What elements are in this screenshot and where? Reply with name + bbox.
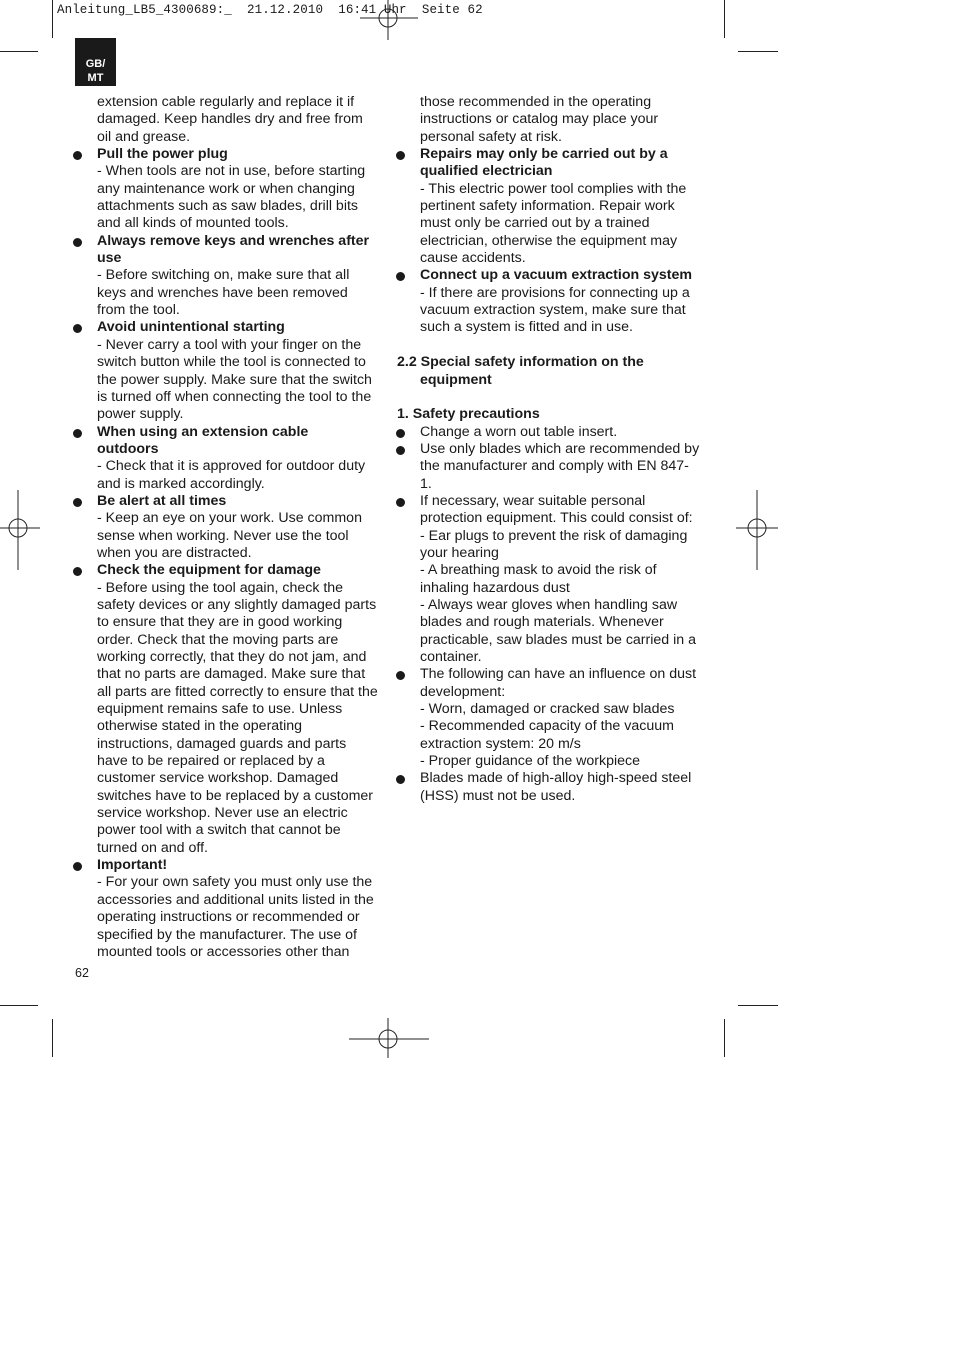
- item-line: Blades made of high-alloy high-speed steel: [420, 770, 692, 787]
- page-number: 62: [75, 966, 89, 980]
- bullet-icon: [396, 446, 405, 455]
- item-line: electrician, otherwise the equipment may: [420, 232, 678, 249]
- item-line: - Check that it is approved for outdoor duty: [97, 458, 366, 475]
- item-line: sense when working. Never use the tool: [97, 527, 349, 544]
- item-line: attachments such as saw blades, drill bits: [97, 198, 359, 215]
- section-heading: 2.2 Special safety information on the: [397, 354, 644, 371]
- crop-mark: [0, 1005, 38, 1006]
- item-line: Change a worn out table insert.: [420, 423, 618, 440]
- bullet-icon: [73, 429, 82, 438]
- item-title: Avoid unintentional starting: [97, 319, 285, 336]
- paragraph-line: instructions or catalog may place your: [420, 111, 659, 128]
- item-line: when you are distracted.: [97, 544, 252, 561]
- subsection-heading: 1. Safety precautions: [397, 406, 540, 423]
- bullet-icon: [396, 429, 405, 438]
- item-line: have to be repaired or replaced by a: [97, 753, 325, 770]
- item-title: Important!: [97, 857, 168, 874]
- bullet-icon: [73, 498, 82, 507]
- item-line: - Before using the tool again, check the: [97, 579, 344, 596]
- item-line: specified by the manufacturer. The use of: [97, 926, 357, 943]
- list-item: [97, 146, 383, 233]
- item-line: pertinent safety information. Repair work: [420, 198, 675, 215]
- item-line: customer service workshop. Damaged: [97, 770, 339, 787]
- item-line: switches have to be replaced by a customer: [97, 787, 374, 804]
- item-line: the manufacturer and comply with EN 847-: [420, 458, 689, 475]
- item-line: is turned off when connecting the tool to the: [97, 388, 372, 405]
- item-line: from the tool.: [97, 302, 180, 319]
- print-slug: Anleitung_LB5_4300689:_ 21.12.2010 16:41 Uhr Seite 62: [57, 3, 483, 17]
- registration-mark-icon: [349, 1018, 429, 1058]
- item-line: - Before switching on, make sure that all: [97, 267, 350, 284]
- bullet-icon: [396, 151, 405, 160]
- item-line: any maintenance work or when changing: [97, 180, 355, 197]
- list-item: [97, 493, 383, 562]
- item-line: and is marked accordingly.: [97, 475, 265, 492]
- crop-mark: [724, 0, 725, 38]
- item-title: Pull the power plug: [97, 146, 228, 163]
- bullet-icon: [396, 671, 405, 680]
- item-line: equipment remains safe to use. Unless: [97, 701, 343, 718]
- registration-mark-icon: [0, 490, 40, 570]
- item-line: switch button while the tool is connected to: [97, 354, 366, 371]
- crop-mark: [52, 0, 53, 38]
- item-line: such a system is fitted and in use.: [420, 319, 633, 336]
- item-line: vacuum extraction system, make sure that: [420, 302, 686, 319]
- item-line: mounted tools or accessories other than: [97, 943, 350, 960]
- item-line: cause accidents.: [420, 250, 526, 267]
- item-line: blades and rough materials. Whenever: [420, 614, 664, 631]
- paragraph-line: personal safety at risk.: [420, 128, 562, 145]
- bullet-icon: [73, 567, 82, 576]
- item-title: outdoors: [97, 440, 159, 457]
- crop-mark: [52, 1019, 53, 1057]
- bullet-icon: [73, 238, 82, 247]
- item-line: - Proper guidance of the workpiece: [420, 753, 641, 770]
- right-column: [397, 94, 706, 805]
- list-item: [420, 441, 706, 493]
- language-badge: [75, 38, 116, 86]
- item-line: service workshop. Never use an electric: [97, 805, 348, 822]
- item-line: container.: [420, 649, 482, 665]
- list-item: [420, 267, 706, 336]
- item-line: safety devices or any slightly damaged parts: [97, 596, 377, 613]
- section-heading: equipment: [420, 371, 492, 388]
- spacer: [420, 337, 706, 354]
- item-title: Repairs may only be carried out by a: [420, 146, 668, 163]
- item-line: - Worn, damaged or cracked saw blades: [420, 701, 675, 718]
- item-line: order. Check that the moving parts are: [97, 631, 339, 648]
- list-item: [97, 319, 383, 423]
- item-line: - Recommended capacity of the vacuum: [420, 718, 674, 735]
- crop-mark: [724, 1019, 725, 1057]
- spacer: [420, 389, 706, 406]
- list-item: [97, 424, 383, 493]
- item-title: When using an extension cable: [97, 423, 309, 440]
- item-line: - For your own safety you must only use the: [97, 874, 373, 891]
- item-line: accessories and additional units listed in the: [97, 891, 374, 908]
- left-column: [97, 94, 383, 961]
- item-line: that no parts are damaged. Make sure that: [97, 666, 366, 683]
- list-item: [420, 493, 706, 666]
- item-line: extraction system: 20 m/s: [420, 735, 581, 752]
- item-line: to ensure that they are in good working: [97, 614, 343, 631]
- crop-mark: [738, 1005, 778, 1006]
- item-title: Connect up a vacuum extraction system: [420, 267, 693, 284]
- list-item: [420, 146, 706, 267]
- item-line: inhaling hazardous dust: [420, 579, 570, 596]
- registration-mark-icon: [736, 490, 778, 570]
- item-line: power supply.: [97, 406, 184, 423]
- bullet-icon: [73, 324, 82, 333]
- item-line: all parts are fitted correctly to ensure that the: [97, 683, 378, 700]
- item-line: The following can have an influence on dust: [420, 666, 697, 683]
- item-line: - Never carry a tool with your finger on the: [97, 336, 362, 353]
- item-title: use: [97, 250, 122, 267]
- item-title: qualified electrician: [420, 163, 553, 180]
- bullet-icon: [73, 862, 82, 871]
- paragraph-line: oil and grease.: [97, 128, 191, 145]
- bullet-icon: [396, 272, 405, 281]
- paragraph-line: those recommended in the operating: [420, 94, 652, 110]
- list-item: [420, 666, 706, 770]
- list-item: [97, 562, 383, 857]
- item-title: Be alert at all times: [97, 492, 227, 509]
- item-line: - Ear plugs to prevent the risk of damaging: [420, 527, 688, 544]
- paragraph-line: extension cable regularly and replace it if: [97, 94, 355, 110]
- bullet-icon: [396, 498, 405, 507]
- crop-mark: [738, 51, 778, 52]
- bullet-icon: [73, 151, 82, 160]
- item-title: Always remove keys and wrenches after: [97, 232, 370, 249]
- badge-line: GB/: [85, 58, 106, 70]
- item-line: - This electric power tool complies with the: [420, 180, 687, 197]
- item-line: (HSS) must not be used.: [420, 787, 576, 804]
- item-line: If necessary, wear suitable personal: [420, 492, 646, 509]
- item-line: and all kinds of mounted tools.: [97, 215, 289, 232]
- crop-mark: [0, 51, 38, 52]
- item-line: keys and wrenches have been removed: [97, 284, 348, 301]
- item-line: instructions, damaged guards and parts: [97, 735, 347, 752]
- item-line: practicable, saw blades must be carried in a: [420, 631, 697, 648]
- item-line: development:: [420, 683, 506, 700]
- item-line: - Keep an eye on your work. Use common: [97, 510, 362, 527]
- item-line: must only be carried out by a trained: [420, 215, 650, 232]
- paragraph-line: damaged. Keep handles dry and free from: [97, 111, 363, 128]
- bullet-icon: [396, 775, 405, 784]
- item-title: Check the equipment for damage: [97, 562, 321, 579]
- item-line: - Always wear gloves when handling saw: [420, 596, 678, 613]
- item-line: your hearing: [420, 544, 499, 561]
- item-line: the power supply. Make sure that the switch: [97, 371, 372, 388]
- badge-line: MT: [87, 72, 104, 84]
- item-line: - A breathing mask to avoid the risk of: [420, 562, 657, 579]
- item-line: protection equipment. This could consist of:: [420, 510, 693, 527]
- item-line: working correctly, that they do not jam, and: [97, 649, 367, 665]
- list-item: [97, 233, 383, 320]
- item-line: power tool with a switch that cannot be: [97, 822, 341, 839]
- item-line: operating instructions or recommended or: [97, 909, 360, 926]
- item-line: otherwise stated in the operating: [97, 718, 303, 735]
- item-line: 1.: [420, 475, 432, 492]
- item-line: - When tools are not in use, before starting: [97, 163, 366, 180]
- list-item: [420, 424, 706, 441]
- item-line: Use only blades which are recommended by: [420, 440, 700, 457]
- list-item: [97, 857, 383, 961]
- item-line: - If there are provisions for connecting up a: [420, 284, 690, 301]
- item-line: turned on and off.: [97, 839, 208, 856]
- list-item: [420, 770, 706, 805]
